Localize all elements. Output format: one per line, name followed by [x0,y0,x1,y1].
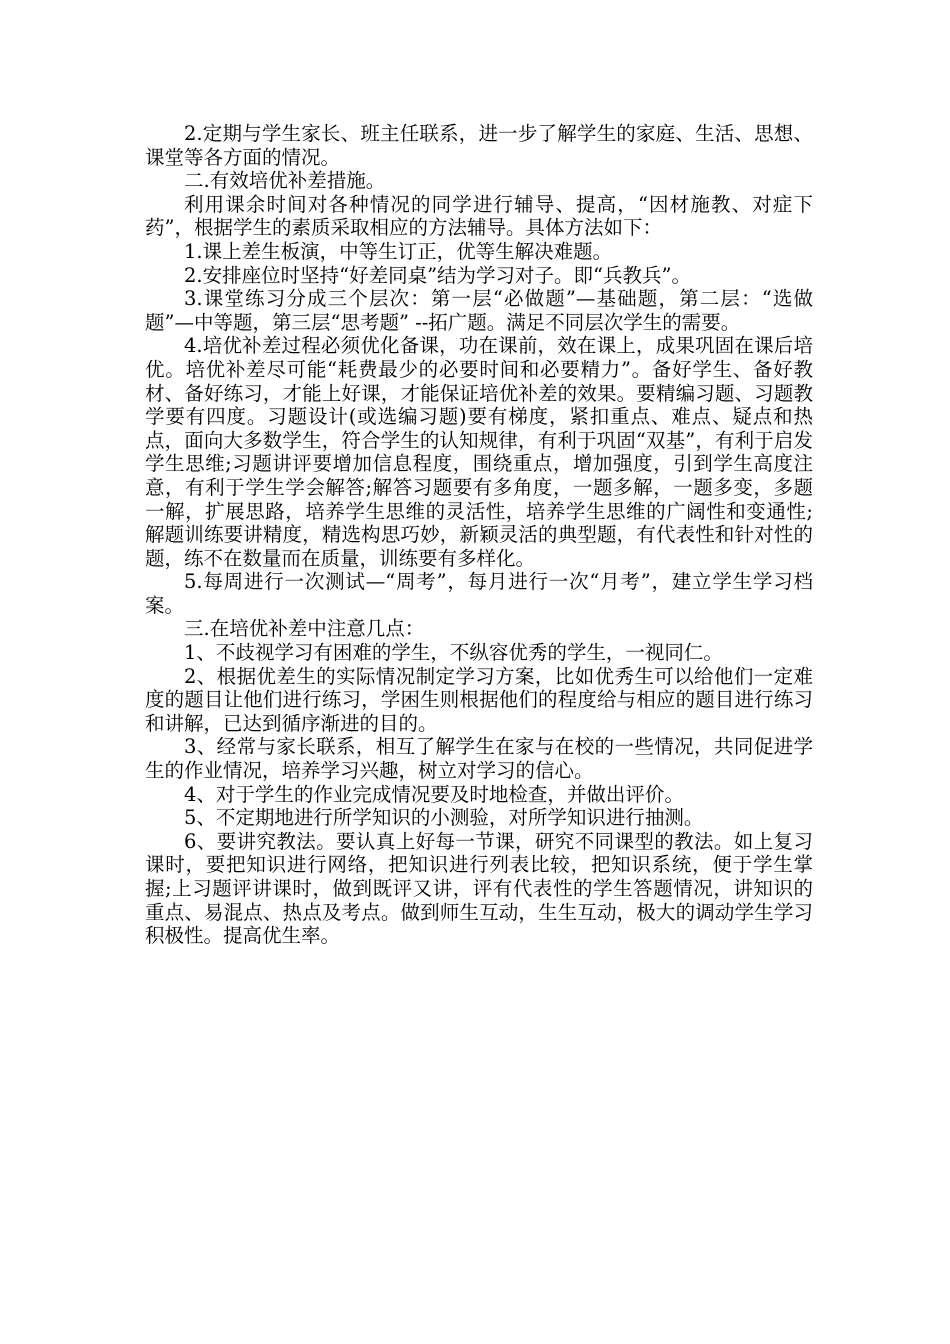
section-heading-notes: 三.在培优补差中注意几点： [184,617,425,641]
paragraph-contact-parents: 2.定期与学生家长、班主任联系，进一步了解学生的家庭、生活、思想、课堂等各方面的情况。 [145,122,813,169]
section-heading-measures: 二.有效培优补差措施。 [184,169,386,193]
paragraph-measure-1: 1.课上差生板演，中等生订正，优等生解决难题。 [184,239,613,263]
document-body [145,122,813,948]
paragraph-note-4: 4、对于学生的作业完成情况要及时地检查，并做出评价。 [184,782,684,806]
paragraph-note-1: 1、不歧视学习有困难的学生，不纵容优秀的学生，一视同仁。 [184,641,723,665]
paragraph-note-3: 3、经常与家长联系，相互了解学生在家与在校的一些情况，共同促进学生的作业情况，培养学习兴趣，树立对学习的信心。 [145,735,813,783]
paragraph-note-5: 5、不定期地进行所学知识的小测验，对所学知识进行抽测。 [184,806,704,830]
paragraph-tutoring-intro: 利用课余时间对各种情况的同学进行辅导、提高，“因材施教、对症下药”，根据学生的素质采取相应的方法辅导。具体方法如下： [145,192,813,240]
paragraph-measure-4: 4.培优补差过程必须优化备课，功在课前，效在课上，成果巩固在课后培优。培优补差尽可能“耗费最少的必要时间和必要精力”。备好学生、备好教材、备好练习，才能上好课，才能保证培优补差的效果。要精编习题、习题教学要有四度。习题设计(或选编习题)要有梯度，紧扣重点、难点、疑点和热点，面向大多数学生，符合学生的认知规律，有利于巩固“双基”，有利于启发学生思维;习题讲评要增加信息程度，围绕重点，增加强度，引到学生高度注意，有利于学生学会解答;解答习题要有多角度，一题多解，一题多变，多题一解，扩展思路，培养学生思维的灵活性，培养学生思维的广阔性和变通性;解题训练要讲精度，精选构思巧妙，新颖灵活的典型题，有代表性和针对性的题，练不在数量而在质量，训练要有多样化。 [145,334,813,570]
paragraph-note-2: 2、根据优差生的实际情况制定学习方案，比如优秀生可以给他们一定难度的题目让他们进行练习，学困生则根据他们的程度给与相应的题目进行练习和讲解，已达到循序渐进的目的。 [145,664,813,735]
paragraph-measure-5: 5.每周进行一次测试—“周考”，每月进行一次“月考”，建立学生学习档案。 [145,570,813,617]
paragraph-measure-3: 3.课堂练习分成三个层次：第一层“必做题”—基础题，第二层：“选做题”—中等题，第三层“思考题” --拓广题。满足不同层次学生的需要。 [145,287,813,334]
paragraph-measure-2: 2.安排座位时坚持“好差同桌”结为学习对子。即“兵教兵”。 [184,263,691,287]
paragraph-note-6: 6、要讲究教法。要认真上好每一节课，研究不同课型的教法。如上复习课时，要把知识进行网络，把知识进行列表比较，把知识系统，便于学生掌握;上习题评讲课时，做到既评又讲，评有代表性的学生答题情况，讲知识的重点、易混点、热点及考点。做到师生互动，生生互动，极大的调动学生学习积极性。提高优生率。 [145,829,813,948]
